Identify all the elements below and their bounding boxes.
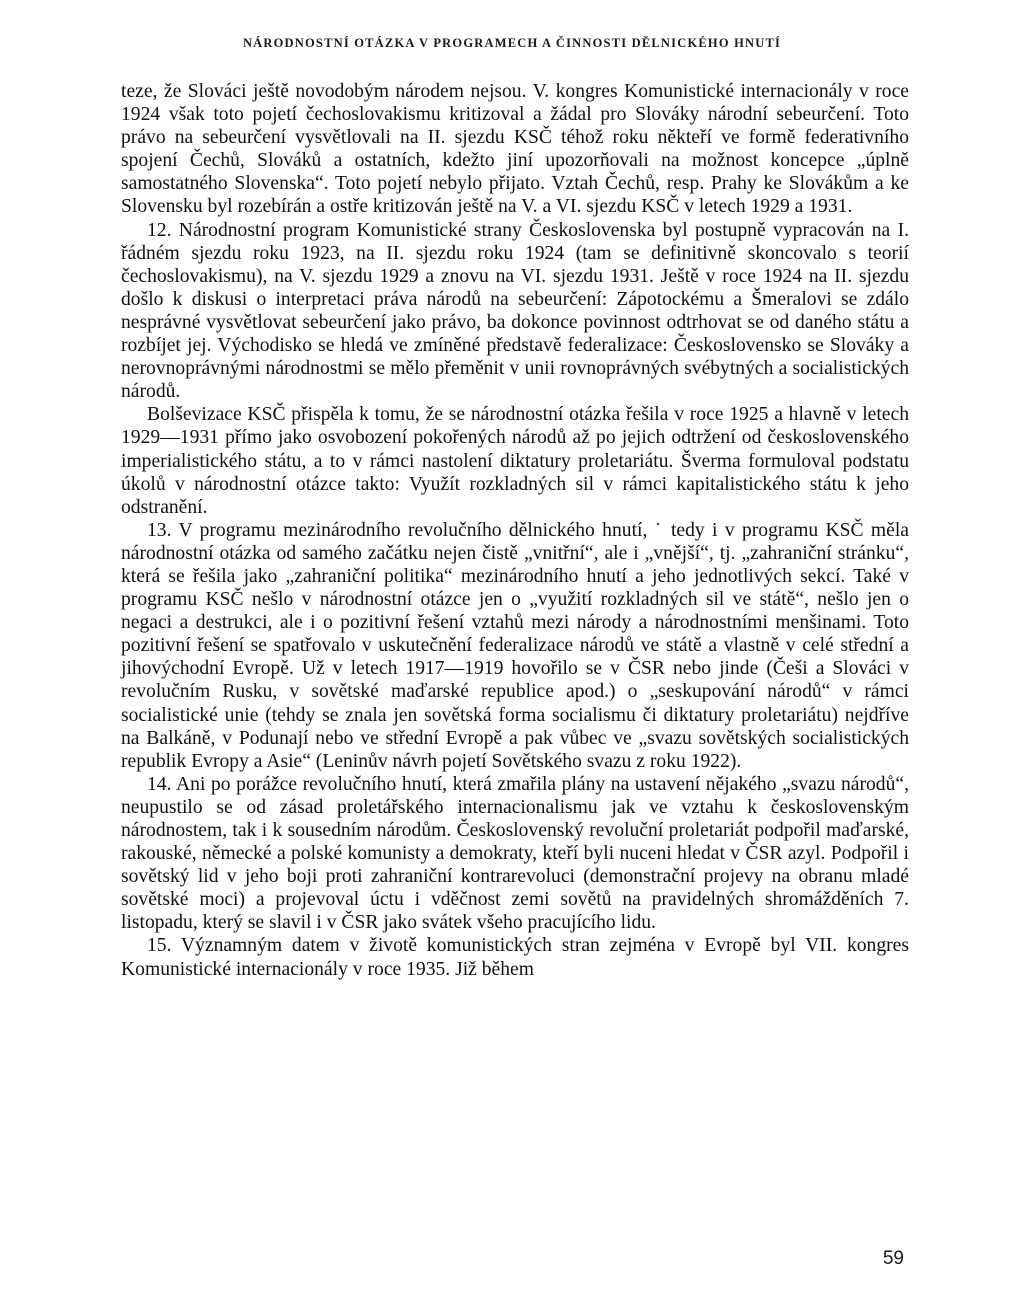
- paragraph-13: 13. V programu mezinárodního revolučního dělnického hnutí, ˙ tedy i v programu KSČ měla národnostní otázka od samého začátku nejen čistě „vnitřní“, ale i „vnější“, tj. „zahraniční stránku“, která se řešila jako „zahraniční politika“ mezinárodního hnutí a jeho jednotlivých sekcí. Také v programu KSČ nešlo v národnostní otázce jen o „využití rozkladných sil ve státě“, nešlo jen o negaci a destrukci, ale i o pozitivní řešení vztahů mezi národy a národnostními menšinami. Toto pozitivní řešení se spatřovalo v uskutečnění federalizace národů ve státě a vlastně v celé střední a jihovýchodní Evropě. Už v letech 1917—1919 hovořilo se v ČSR nebo jinde (Češi a Slováci v revolučním Rusku, v sovětské maďarské republice apod.) o „seskupování národů“ v rámci socialistické unie (tehdy se znala jen sovětská forma socialismu či diktatury proletariátu) nejdříve na Balkáně, v Podunají nebo ve střední Evropě a pak vůbec ve „svazu sovětských socialistických republik Evropy a Asie“ (Leninův návrh pojetí Sovětského svazu z roku 1922).: [121, 519, 909, 772]
- running-header: NÁRODNOSTNÍ OTÁZKA V PROGRAMECH A ČINNOSTI DĚLNICKÉHO HNUTÍ: [242, 36, 782, 50]
- body-text: [121, 80, 909, 981]
- paragraph-bolsevizace: Bolševizace KSČ přispěla k tomu, že se národnostní otázka řešila v roce 1925 a hlavně v letech 1929—1931 přímo jako osvobození pokořených národů až po jejich odtržení od československého imperialistického státu, a to v rámci nastolení diktatury proletariátu. Šverma formuloval podstatu úkolů v národnostní otázce takto: Využít rozkladných sil v rámci kapitalistického státu k jeho odstranění.: [121, 404, 909, 518]
- paragraph-15: 15. Významným datem v životě komunistických stran zejména v Evropě byl VII. kongres Komunistické internacionály v roce 1935. Již během: [121, 935, 909, 980]
- paragraph-14: 14. Ani po porážce revolučního hnutí, která zmařila plány na ustavení nějakého „svazu národů“, neupustilo se od zásad proletářského internacionalismu jak ve vztahu k československým národnostem, tak i k sousedním národům. Československý revoluční proletariát podpořil maďarské, rakouské, německé a polské komunisty a demokraty, kteří byli nuceni hledat v ČSR azyl. Podpořil i sovětský lid v jeho boji proti zahraniční kontrarevoluci (demonstrační projevy na obranu mladé sovětské moci) a projevoval úctu i vděčnost zemi sovětů na pravidelných shromážděních 7. listopadu, který se slavil i v ČSR jako svátek všeho pracujícího lidu.: [121, 773, 909, 934]
- page-number: 59: [882, 1248, 904, 1269]
- paragraph-continuation: teze, že Slováci ještě novodobým národem nejsou. V. kongres Komunistické internacionály v roce 1924 však toto pojetí čechoslovakismu kritizoval a žádal pro Slováky národní sebeurčení. Toto právo na sebeurčení vysvětlovali na II. sjezdu KSČ téhož roku někteří ve formě federativního spojení Čechů, Slováků a ostatních, kdežto jiní upozorňovali na možnost koncepce „úplně samostatného Slovenska“. Toto pojetí nebylo přijato. Vztah Čechů, resp. Prahy ke Slovákům a ke Slovensku byl rozebírán a ostře kritizován ještě na V. a VI. sjezdu KSČ v letech 1929 a 1931.: [121, 81, 909, 218]
- paragraph-12: 12. Národnostní program Komunistické strany Československa byl postupně vypracován na I. řádném sjezdu roku 1923, na II. sjezdu roku 1924 (tam se definitivně skoncovalo s teorií čechoslovakismu), na V. sjezdu 1929 a znovu na VI. sjezdu 1931. Ještě v roce 1924 na II. sjezdu došlo k diskusi o interpretaci práva národů na sebeurčení: Zápotockému a Šmeralovi se zdálo nesprávné vysvětlovat sebeurčení jako právo, ba dokonce povinnost odtrhovat se od daného státu a rozbíjet jej. Východisko se hledá ve zmíněné představě federalizace: Československo se Slováky a nerovnoprávnými národnostmi se mělo přeměnit v unii rovnoprávných svébytných a socialistických národů.: [121, 219, 909, 403]
